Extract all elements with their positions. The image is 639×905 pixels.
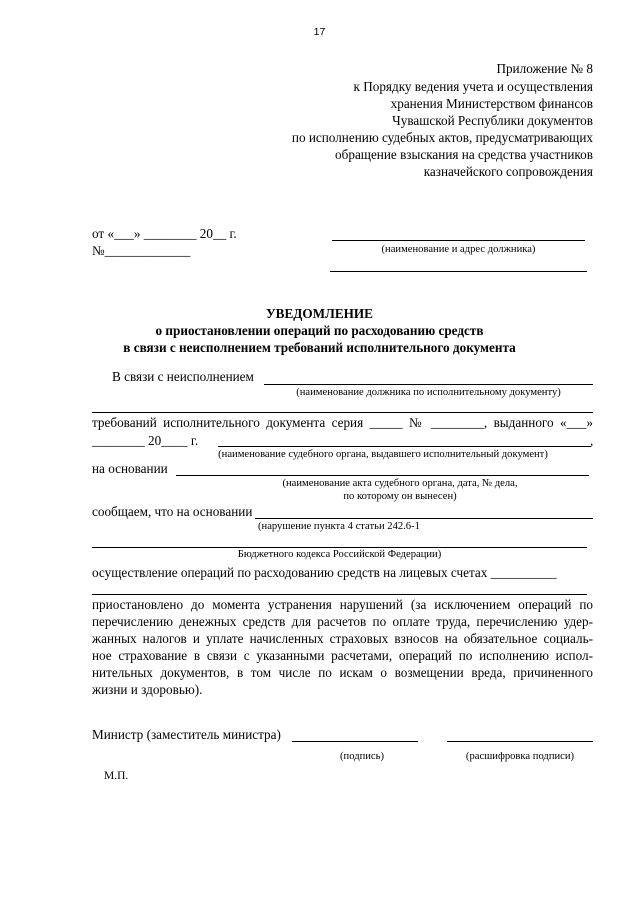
paragraph-line: приостановлено до момента устранения нарушений (за исключением операций по — [92, 597, 593, 612]
appendix-line: обращение взыскания на средства участников — [335, 147, 593, 162]
number-line: №_____________ — [92, 243, 191, 258]
paragraph-line: перечислению денежных средств для расчетов по оплате труда, перечислению удер- — [92, 614, 593, 629]
debtor-caption: (наименование и адрес должника) — [381, 244, 536, 255]
minister-label: Министр (заместитель министра) — [92, 727, 281, 742]
blank-line — [92, 547, 587, 548]
debtor-line-2 — [330, 271, 587, 272]
basis-text: на основании — [92, 461, 168, 476]
act-line — [176, 475, 589, 476]
violation-line — [255, 518, 593, 519]
paragraph-last-line: жизни и здоровью). — [92, 682, 203, 697]
violation-caption: Бюджетного кодекса Российской Федерации) — [237, 549, 442, 560]
appendix-line: к Порядку ведения учета и осуществления — [353, 79, 593, 94]
decoding-line — [447, 741, 593, 742]
appendix-line: казначейского сопровождения — [423, 164, 593, 179]
paragraph-line: нительных документов, в том числе по искам о возмещении вреда, причиненного — [92, 665, 593, 680]
document-title: УВЕДОМЛЕНИЕ — [266, 306, 373, 321]
decoding-caption: (расшифровка подписи) — [465, 751, 575, 762]
debtor-line-1 — [332, 240, 585, 241]
document-subtitle: о приостановлении операций по расходованию средств — [155, 323, 484, 338]
signature-caption: (подпись) — [340, 751, 384, 762]
report-basis-text: сообщаем, что на основании — [92, 504, 253, 519]
in-connection-text: В связи с неисполнением — [112, 369, 254, 384]
stamp-label: М.П. — [104, 770, 129, 782]
appendix-line: хранения Министерством финансов — [390, 96, 593, 111]
debtor-name-line — [264, 384, 593, 385]
act-caption: (наименование акта судебного органа, дата, № дела, — [282, 478, 518, 489]
document-subtitle: в связи с неисполнением требований исполнительного документа — [123, 340, 516, 355]
date-line: от «___» ________ 20__ г. — [92, 226, 237, 241]
blank-line — [92, 412, 593, 413]
year-line: ________ 20____ г. — [92, 433, 199, 448]
appendix-line: Приложение № 8 — [496, 61, 593, 76]
violation-caption: (нарушение пункта 4 статьи 242.6-1 — [258, 521, 420, 532]
page-number: 17 — [313, 26, 326, 38]
requirements-line: требований исполнительного документа серия _____ № ________, выданного «___» — [92, 415, 593, 430]
act-caption: по которому он вынесен) — [343, 491, 457, 502]
paragraph-line: жанных налогов и уплате начисленных страховых взносов на обязательное социаль- — [92, 631, 593, 646]
debtor-name-caption: (наименование должника по исполнительному документу) — [296, 387, 561, 398]
signature-line — [292, 741, 418, 742]
paragraph-line: ное страхование в связи с указанными расчетами, операций по исполнению испол- — [92, 648, 593, 663]
court-line — [218, 446, 591, 447]
appendix-line: Чувашской Республики документов — [392, 113, 593, 128]
court-caption: (наименование судебного органа, выдавшего исполнительный документ) — [218, 449, 548, 460]
appendix-line: по исполнению судебных актов, предусматривающих — [291, 130, 593, 145]
comma: , — [590, 433, 594, 448]
operations-line: осуществление операций по расходованию средств на лицевых счетах __________ — [92, 565, 557, 580]
blank-line — [92, 594, 587, 595]
